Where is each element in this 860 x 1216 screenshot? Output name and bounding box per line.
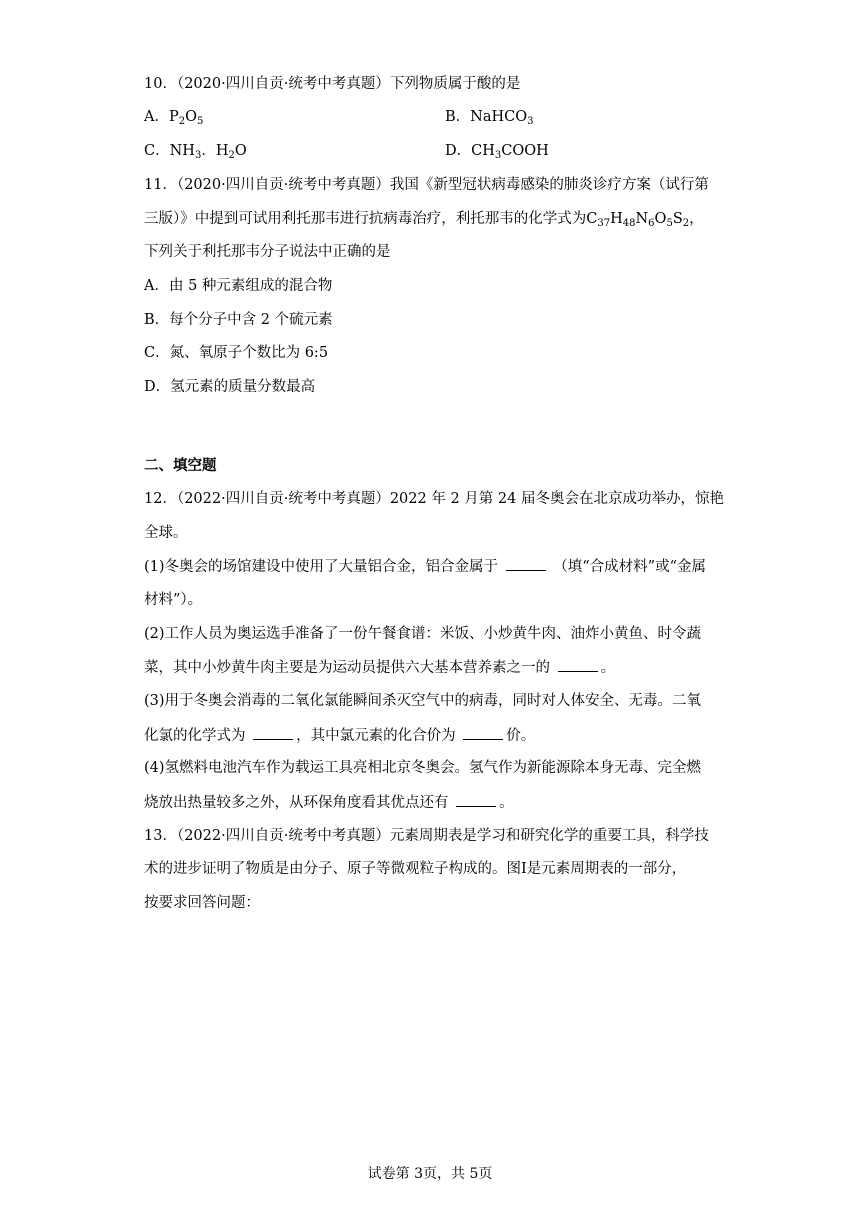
answer-blank (506, 556, 546, 571)
answer-blank (558, 657, 598, 672)
q12-part1-line2: 材料”）。 (144, 592, 203, 608)
q10-option-c: C．$NH_3$．$H_2O$ (144, 143, 247, 161)
q11-option-b: B．每个分子中含 2 个硫元素 (144, 312, 333, 328)
q11-stem-line2: 三版）》中提到可试用利托那韦进行抗病毒治疗，利托那韦的化学式为$C_{37}H_{48}N_6O_5S_2$， (144, 211, 704, 229)
q12-part2-line1: (2)工作人员为奥运选手准备了一份午餐食谱：米饭、小炒黄牛肉、油炸小黄鱼、时令蔬 (144, 626, 702, 642)
q10-stem: 10．（2020·四川自贡·统考中考真题）下列物质属于酸的是 (144, 76, 521, 92)
q11-option-a: A．由 5 种元素组成的混合物 (144, 278, 333, 294)
q10-option-b: B．NaHCO$_3$ (445, 109, 534, 127)
q10-option-a: A．$P_2O_5$ (144, 109, 204, 127)
section-title-fill-in: 二、填空题 (144, 458, 217, 474)
q12-stem-line2: 全球。 (144, 525, 188, 541)
q12-part4-line1: (4)氢燃料电池汽车作为载运工具亮相北京冬奥会。氢气作为新能源除本身无毒、完全燃 (144, 760, 702, 776)
q13-stem-line2: 术的进步证明了物质是由分子、原子等微观粒子构成的。图I是元素周期表的一部分， (144, 861, 687, 877)
q11-option-c: C．氮、氧原子个数比为 6:5 (144, 345, 329, 361)
ritonavir-formula: $C_{37}H_{48}N_6O_5S_2$ (586, 211, 690, 229)
q11-stem-line3: 下列关于利托那韦分子说法中正确的是 (144, 244, 391, 260)
page-footer: 试卷第 3页，共 5页 (367, 1166, 493, 1182)
q12-part1-line1: (1)冬奥会的场馆建设中使用了大量铝合金，铝合金属于 （填“合成材料”或“金属 (144, 556, 706, 577)
q12-part4-line2: 烧放出热量较多之外，从环保角度看其优点还有 。 (144, 792, 514, 813)
answer-blank (456, 792, 496, 807)
answer-blank (253, 725, 293, 740)
answer-blank (463, 725, 503, 740)
q13-stem-line1: 13．（2022·四川自贡·统考中考真题）元素周期表是学习和研究化学的重要工具，科学技 (144, 828, 709, 844)
q10-option-d: D．$CH_3COOH$ (445, 143, 549, 161)
q13-stem-line3: 按要求回答问题： (144, 895, 260, 911)
q11-stem-line1: 11．（2020·四川自贡·统考中考真题）我国《新型冠状病毒感染的肺炎诊疗方案（试行第 (144, 177, 709, 193)
q12-part3-line2: 化氯的化学式为 ，其中氯元素的化合价为 价。 (144, 725, 535, 746)
q12-part2-line2: 菜，其中小炒黄牛肉主要是为运动员提供六大基本营养素之一的 。 (144, 657, 615, 678)
q11-option-d: D．氢元素的质量分数最高 (144, 379, 316, 395)
q12-part3-line1: (3)用于冬奥会消毒的二氧化氯能瞬间杀灭空气中的病毒，同时对人体安全、无毒。二氧 (144, 693, 702, 709)
q12-stem-line1: 12．（2022·四川自贡·统考中考真题）2022 年 2 月第 24 届冬奥会在北京成功举办，惊艳 (144, 491, 724, 507)
